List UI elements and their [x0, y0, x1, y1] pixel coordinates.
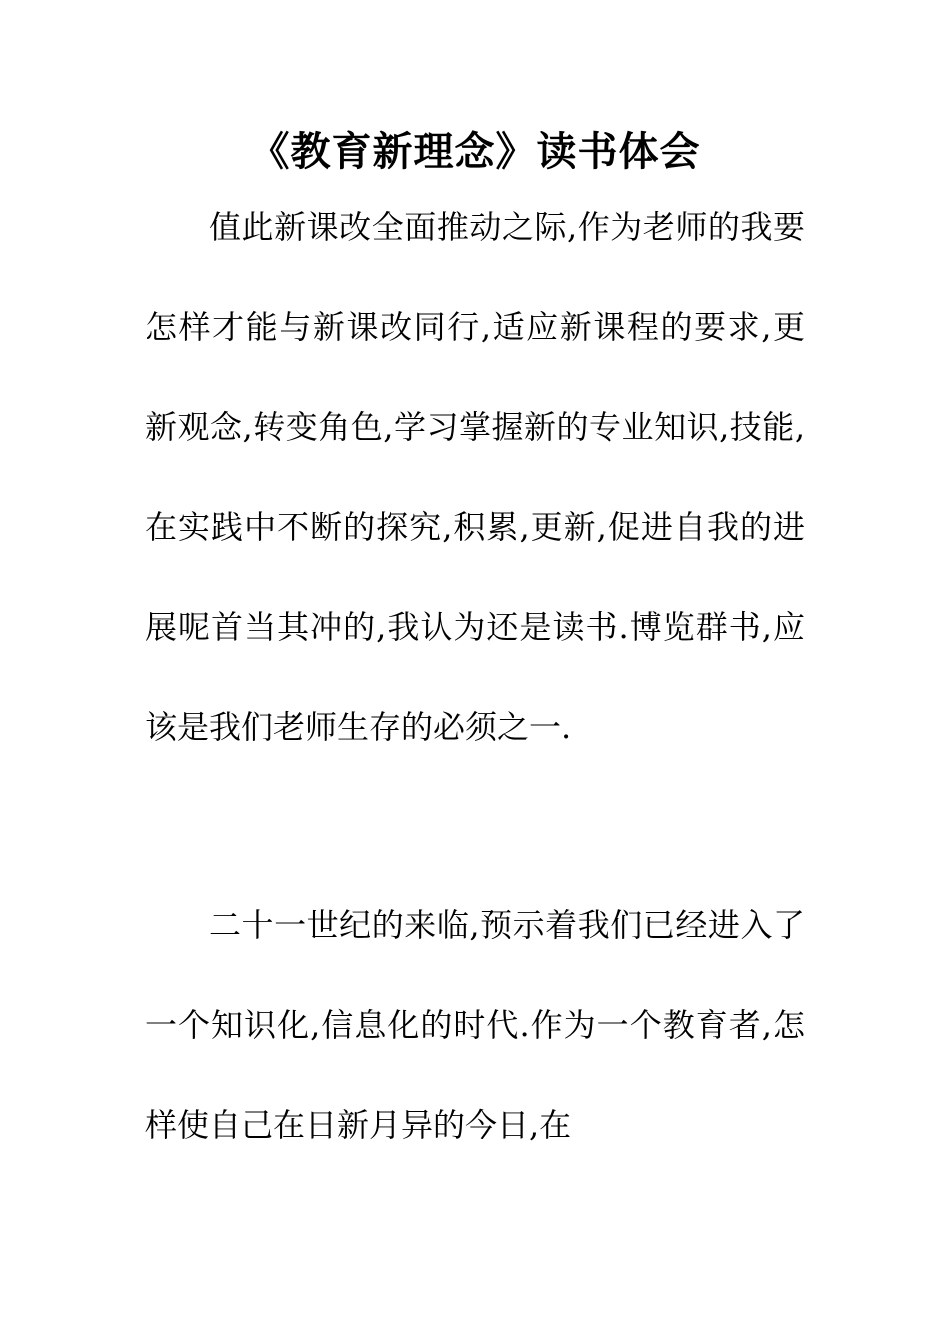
- paragraph-2: 二十一世纪的来临,预示着我们已经进入了一个知识化,信息化的时代.作为一个教育者,怎样使自己在日新月异的今日,在: [145, 906, 805, 1144]
- paragraph-2-block: [145, 875, 805, 1175]
- document-title: 《教育新理念》读书体会: [249, 128, 701, 175]
- paragraph-1-block: [145, 177, 805, 777]
- paragraph-1: 值此新课改全面推动之际,作为老师的我要怎样才能与新课改同行,适应新课程的要求,更新观念,转变角色,学习掌握新的专业知识,技能,在实践中不断的探究,积累,更新,促进自我的进展呢首当其冲的,我认为还是读书.博览群书,应该是我们老师生存的必须之一.: [145, 208, 805, 746]
